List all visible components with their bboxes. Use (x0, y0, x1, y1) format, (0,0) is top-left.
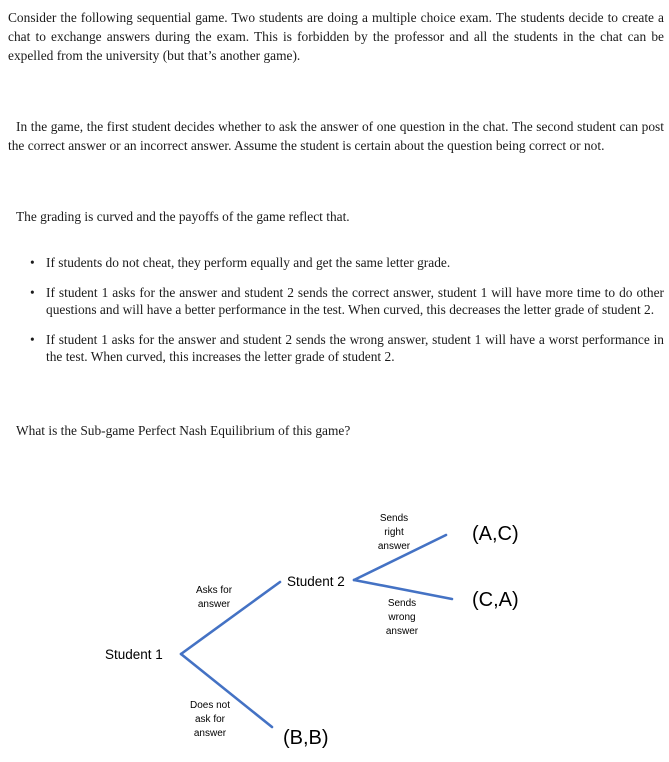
payoff-wrong-answer: (C,A) (472, 589, 519, 611)
does-not-ask-label: Does not ask for answer (189, 700, 231, 739)
player-2-label: Student 2 (287, 574, 345, 589)
question-paragraph: What is the Sub-game Perfect Nash Equilibrium of this game? (16, 423, 351, 438)
list-item-text: If student 1 asks for the answer and student 2 sends the wrong answer, student 1 will have a worst performance in the test. When curved, this increases the letter grade of student 2. (46, 331, 664, 364)
bullet-icon: • (30, 284, 35, 300)
sends-right-answer-label: Sends right answer (377, 513, 411, 552)
game-description-paragraph: In the game, the first student decides whether to ask the answer of one question in the chat. The second student can post the correct answer or an incorrect answer. Assume the student is certain about the question being correct or not. (8, 119, 664, 153)
payoff-does-not-ask: (B,B) (283, 727, 329, 749)
list-item-text: If student 1 asks for the answer and student 2 sends the correct answer, student 1 will have more time to do other questions and will have a better performance in the test. When curved, this decreases the letter grade of student 2. (46, 284, 664, 317)
payoff-right-answer: (A,C) (472, 523, 519, 545)
player-1-label: Student 1 (105, 647, 163, 662)
intro-paragraph: Consider the following sequential game. Two students are doing a multiple choice exam. The students decide to create a chat to exchange answers during the exam. This is forbidden by the professor and all the students in the chat can be expelled from the university (but that’s another game). (8, 10, 664, 63)
ask-for-answer-label: Asks for answer (195, 585, 233, 610)
grading-paragraph: The grading is curved and the payoffs of the game reflect that. (16, 209, 350, 224)
sends-wrong-answer-label: Sends wrong answer (385, 598, 419, 637)
bullet-icon: • (30, 255, 35, 270)
bullet-icon: • (30, 331, 35, 347)
list-item-text: If students do not cheat, they perform equally and get the same letter grade. (46, 255, 451, 270)
